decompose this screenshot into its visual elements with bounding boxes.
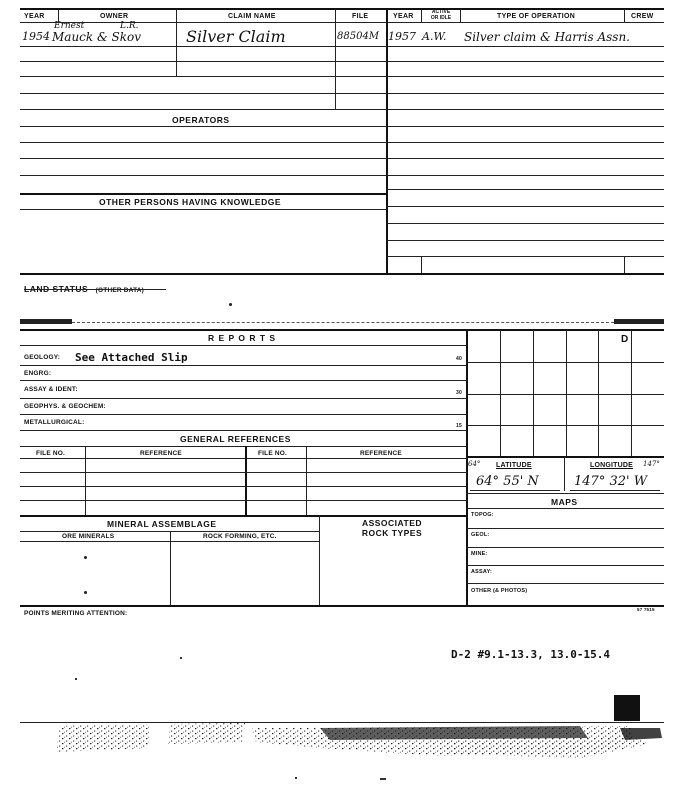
points-meriting-attention-label: POINTS MERITING ATTENTION: xyxy=(24,610,128,617)
grid-col xyxy=(500,330,501,456)
owner-first-name: Ernest xyxy=(54,21,85,31)
owner-header: OWNER xyxy=(100,13,129,20)
maps-top-rule xyxy=(466,493,664,494)
row-line xyxy=(20,175,664,176)
operators-heading: OPERATORS xyxy=(172,115,230,125)
associated-rock-types-heading: ASSOCIATED ROCK TYPES xyxy=(361,518,423,538)
grid-row xyxy=(466,425,664,426)
other-persons-top-rule xyxy=(20,193,386,195)
operators-rule xyxy=(20,126,386,127)
row-line xyxy=(20,46,664,47)
other-photos-label: OTHER (& PHOTOS) xyxy=(471,588,528,594)
underline xyxy=(470,490,560,491)
speck xyxy=(180,657,182,659)
col-sep xyxy=(176,9,177,76)
num-30: 30 xyxy=(456,390,462,396)
dark-edge-mark xyxy=(20,319,72,324)
row-line xyxy=(20,76,664,77)
col-sep xyxy=(421,9,422,22)
owner-second-initials: L.R. xyxy=(120,21,139,31)
entry-type-of-operation: Silver claim & Harris Assn. xyxy=(464,30,630,44)
maps-heading: MAPS xyxy=(551,497,578,507)
row-line xyxy=(20,458,467,459)
longitude-label: LONGITUDE xyxy=(590,462,634,469)
row-line xyxy=(386,223,664,224)
entry-year2: 1957 xyxy=(388,30,416,43)
row-line xyxy=(466,528,664,529)
row-line xyxy=(466,508,664,509)
row-line xyxy=(466,547,664,548)
general-references-heading: GENERAL REFERENCES xyxy=(180,434,291,444)
section-rule xyxy=(20,273,664,275)
dark-edge-mark xyxy=(614,319,664,324)
reports-heading: R E P O R T S xyxy=(208,333,277,343)
speck xyxy=(380,778,386,780)
grid-letter: D xyxy=(621,334,629,345)
mine-label: MINE: xyxy=(471,551,488,557)
row-line xyxy=(20,500,467,501)
num-15: 15 xyxy=(456,423,462,429)
file-no-header-2: FILE NO. xyxy=(258,450,288,457)
grid-row xyxy=(466,362,664,363)
lon-prefix: 147° xyxy=(643,460,660,468)
speck xyxy=(295,777,297,779)
row-line xyxy=(20,61,664,62)
grid-row xyxy=(466,456,664,458)
reference-header-1: REFERENCE xyxy=(140,450,182,457)
longitude-value: 147° 32' W xyxy=(574,474,648,489)
ore-minerals-header: ORE MINERALS xyxy=(62,533,115,540)
row-line xyxy=(20,472,467,473)
row-line xyxy=(20,486,467,487)
row-line xyxy=(20,365,467,366)
grid-col xyxy=(566,330,567,456)
assay-ident-label: ASSAY & IDENT: xyxy=(24,386,78,393)
row-line xyxy=(20,414,467,415)
year-header: YEAR xyxy=(24,13,45,20)
grid-col xyxy=(631,330,632,456)
land-status-underline xyxy=(24,289,166,290)
metallurgical-label: METALLURGICAL: xyxy=(24,419,85,426)
geol-label: GEOL: xyxy=(471,532,490,538)
footer-reference: D-2 #9.1-13.3, 13.0-15.4 xyxy=(451,648,610,661)
row-line xyxy=(386,206,664,207)
row-line xyxy=(20,380,467,381)
row-line xyxy=(20,93,664,94)
row-line xyxy=(20,446,467,447)
num-40: 40 xyxy=(456,356,462,362)
row-line xyxy=(20,142,664,143)
bottom-rule xyxy=(20,605,664,607)
col-sep xyxy=(319,515,320,605)
row-line xyxy=(386,126,664,127)
row-line xyxy=(20,430,467,431)
col-sep xyxy=(306,446,307,516)
land-status-heading: LAND STATUS (OTHER DATA) xyxy=(24,284,145,294)
year2-header: YEAR xyxy=(393,13,414,20)
row-line xyxy=(386,240,664,241)
grid-row xyxy=(466,394,664,395)
top-border xyxy=(20,8,664,10)
latitude-label: LATITUDE xyxy=(496,462,532,469)
row-line xyxy=(20,398,467,399)
assay-map-label: ASSAY: xyxy=(471,569,493,575)
crew-header: CREW xyxy=(631,13,654,20)
col-sep xyxy=(460,9,461,22)
latitude-value: 64° 55' N xyxy=(476,474,539,489)
entry-file: 88504M xyxy=(337,31,380,42)
grid-col xyxy=(533,330,534,456)
header-rule xyxy=(20,22,664,23)
dashed-rule xyxy=(72,322,614,323)
engrg-label: ENGRG: xyxy=(24,370,52,377)
active-idle-header: ACTIVE OR IDLE xyxy=(430,9,452,21)
geology-value: See Attached Slip xyxy=(75,351,188,364)
type-of-operation-header: TYPE OF OPERATION xyxy=(497,13,576,20)
col-sep xyxy=(245,446,247,516)
row-line xyxy=(386,256,664,257)
file-header: FILE xyxy=(352,13,369,20)
entry-claim-name: Silver Claim xyxy=(186,27,286,46)
speck xyxy=(84,556,87,559)
entry-year: 1954 xyxy=(22,30,50,43)
row-line xyxy=(466,565,664,566)
speck xyxy=(84,591,87,594)
lat-prefix: 64° xyxy=(468,460,481,468)
scan-noise-band xyxy=(20,718,670,768)
geology-label: GEOLOGY: xyxy=(24,354,61,361)
topog-label: TOPOG: xyxy=(471,512,494,518)
row-line xyxy=(20,515,467,517)
speck xyxy=(75,678,77,680)
row-line xyxy=(20,109,664,110)
col-sep xyxy=(624,9,625,22)
reports-rule xyxy=(20,345,467,346)
col-sep xyxy=(335,9,336,109)
other-persons-heading: OTHER PERSONS HAVING KNOWLEDGE xyxy=(99,197,282,207)
col-sep xyxy=(624,256,625,274)
rock-forming-header: ROCK FORMING, ETC. xyxy=(203,533,277,540)
geophys-geochem-label: GEOPHYS. & GEOCHEM: xyxy=(24,403,106,410)
file-no-header-1: FILE NO. xyxy=(36,450,66,457)
claim-name-header: CLAIM NAME xyxy=(228,13,276,20)
col-sep xyxy=(170,531,171,605)
row-line xyxy=(466,583,664,584)
mineral-assemblage-heading: MINERAL ASSEMBLAGE xyxy=(107,519,217,529)
col-sep xyxy=(85,446,86,516)
underline xyxy=(570,490,660,491)
form-number: 57 7515 xyxy=(637,607,655,612)
reports-top-rule xyxy=(20,329,664,331)
other-persons-rule xyxy=(20,209,386,210)
speck xyxy=(229,303,232,306)
row-line xyxy=(20,158,664,159)
reference-header-2: REFERENCE xyxy=(360,450,402,457)
row-line xyxy=(386,189,664,190)
entry-active-idle: A.W. xyxy=(422,30,447,43)
col-sep xyxy=(421,256,422,274)
grid-col xyxy=(598,330,599,456)
entry-owner: Mauck & Skov xyxy=(52,30,141,44)
col-sep xyxy=(564,457,565,491)
